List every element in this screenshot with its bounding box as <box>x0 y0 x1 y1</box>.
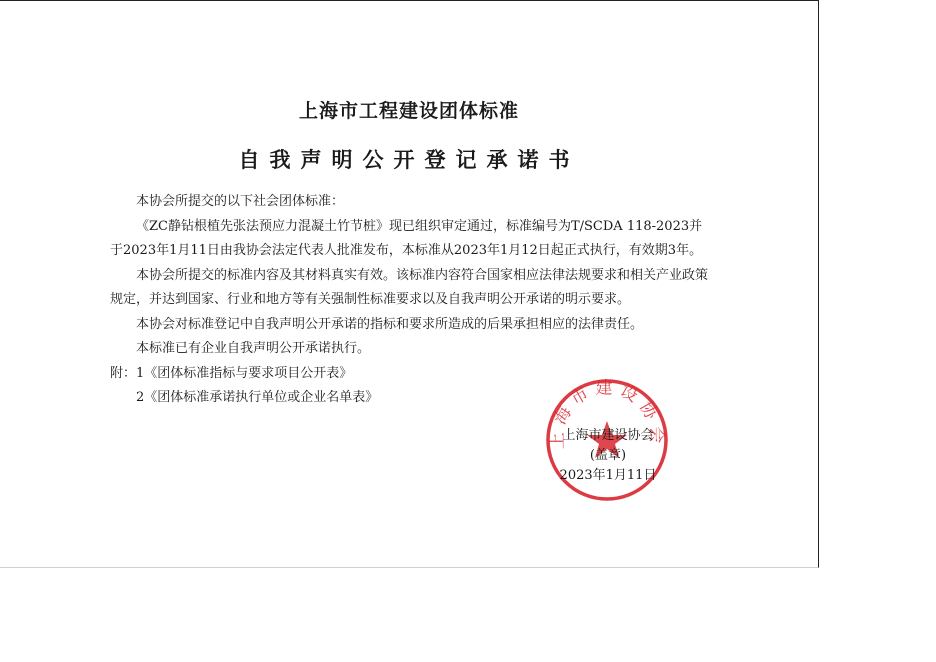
attachment-item-1: 1《团体标准指标与要求项目公开表》 <box>136 365 353 381</box>
paragraph-standard-info: 《ZC静钻根植先张法预应力混凝土竹节桩》现已组织审定通过，标准编号为T/SCDA 118-2023并于2023年1月11日由我协会法定代表人批准发布，本标准从2023年1月12日起正式执行，有效期3年。 <box>110 218 703 258</box>
attachment-item-2: 2《团体标准承诺执行单位或企业名单表》 <box>136 390 379 405</box>
seal-text: 上海市建设协会 <box>547 378 667 450</box>
document-subtitle: 自我声明公开登记承诺书 <box>238 148 580 172</box>
signature-seal-note: (盖章) <box>589 448 627 463</box>
paragraph-enterprise-commitment: 本标准已有企业自我声明公开承诺执行。 <box>136 341 371 356</box>
paragraph-intro: 本协会所提交的以下社会团体标准： <box>136 194 345 209</box>
document-title: 上海市工程建设团体标准 <box>298 100 519 122</box>
paragraph-content-validity: 本协会所提交的标准内容及其材料真实有效。该标准内容符合国家相应法律法规要求和相关产业政策规定，并达到国家、行业和地方等有关强制性标准要求以及自我声明公开承诺的明示要求。 <box>110 267 709 307</box>
signature-org: 上海市建设协会 <box>562 428 654 443</box>
signature-date: 2023年1月11日 <box>559 468 657 483</box>
paragraph-legal-liability: 本协会对标准登记中自我声明公开承诺的指标和要求所造成的后果承担相应的法律责任。 <box>136 316 644 332</box>
attachment-label: 附： <box>110 365 137 381</box>
signature-block <box>550 426 666 486</box>
